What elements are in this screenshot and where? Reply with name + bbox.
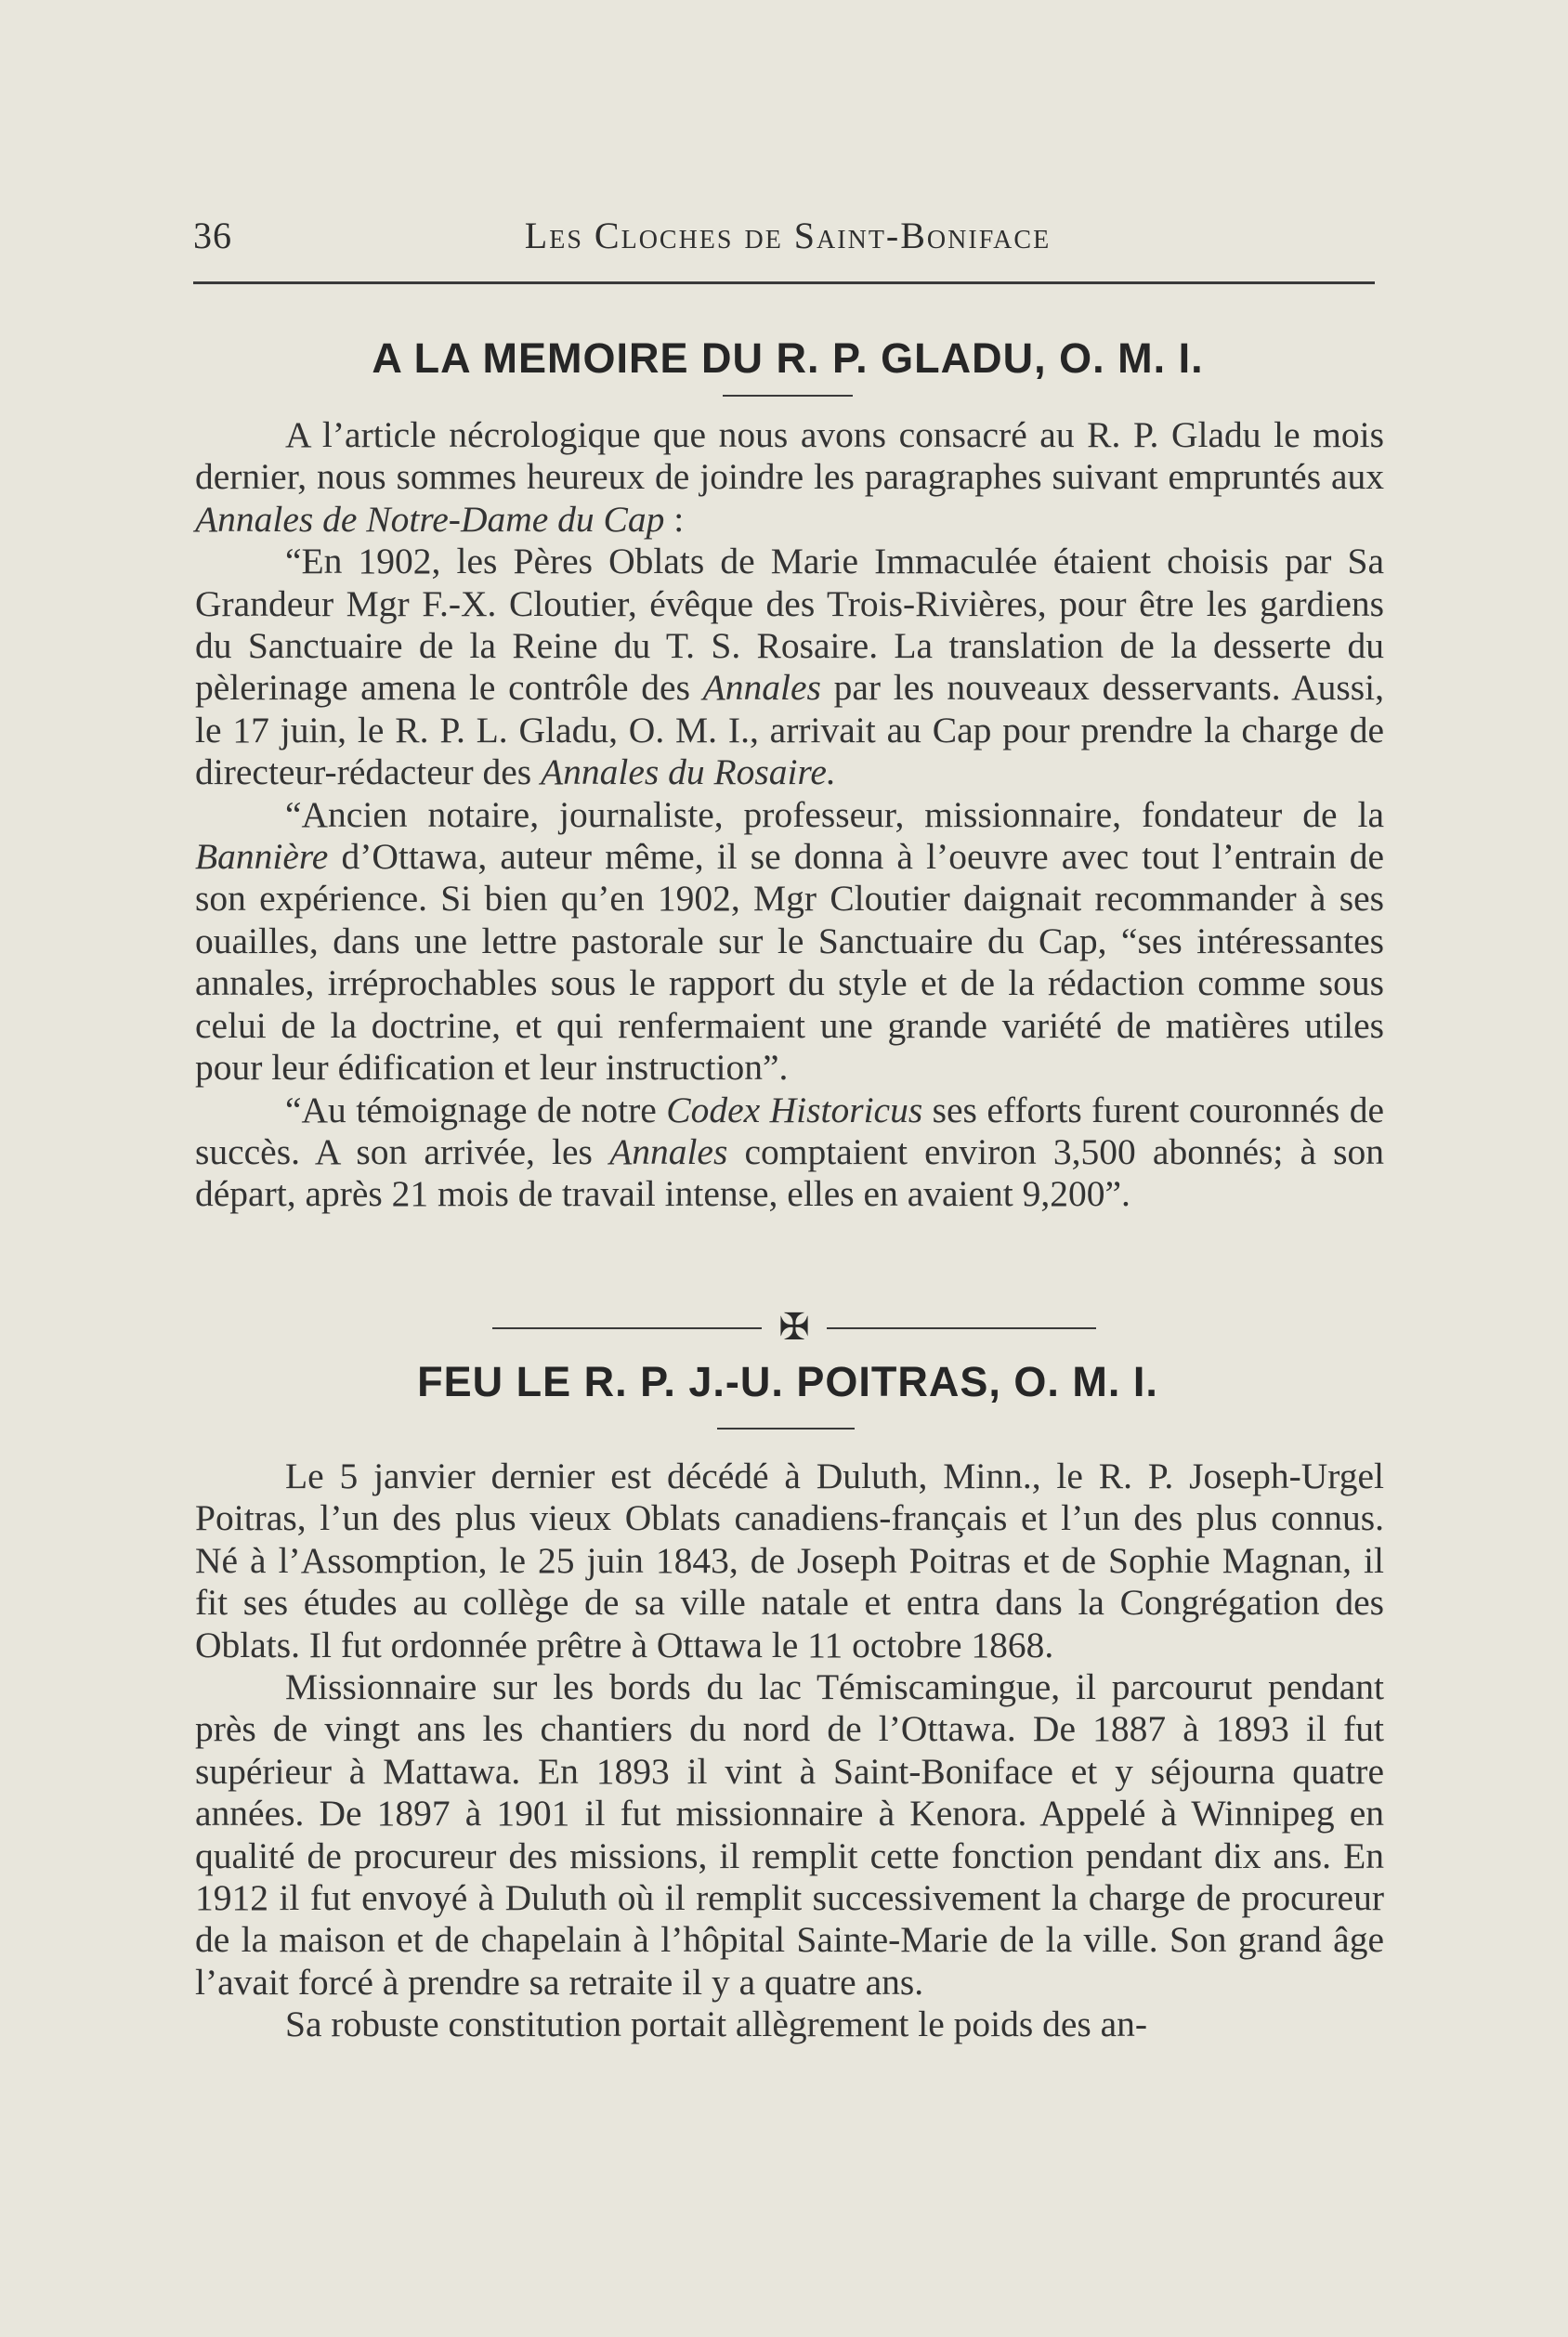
paragraph: Le 5 janvier dernier est décédé à Duluth, Minn., le R. P. Joseph-Urgel Poitras, l’un des plus vieux Oblats canadiens-français et l’un des plus connus. Né à l’Assomption, le 25 juin 1843, de Joseph Poitras et de Sophie Magnan, il fit ses études au collège de sa ville natale et entra dans la Congrégation des Oblats. Il fut ordonnée prêtre à Ottawa le 11 octobre 1868.	[195, 1456, 1384, 1665]
running-title: Les Cloches de Saint-Boniface	[524, 215, 1052, 256]
article-heading-poitras: FEU LE R. P. J.-U. POITRAS, O. M. I.	[417, 1358, 1158, 1405]
divider-line-left	[492, 1327, 762, 1329]
heading-rule	[723, 395, 853, 397]
divider-line-right	[827, 1327, 1096, 1329]
paragraph: “Au témoignage de notre Codex Historicus ses efforts furent couronnés de succès. A son arrivée, les Annales comptaient environ 3,500 abonnés; à son départ, après 21 mois de travail intense, elles en avaient 9,200”.	[195, 1089, 1385, 1215]
article-heading-gladu: A LA MEMOIRE DU R. P. GLADU, O. M. I.	[372, 334, 1204, 382]
header-rule	[193, 281, 1375, 284]
paragraph: Missionnaire sur les bords du lac Témiscamingue, il parcourut pendant près de vingt ans les chantiers du nord de l’Ottawa. De 1887 à 1893 il fut supérieur à Mattawa. En 1893 il vint à Saint-Boniface et y séjourna quatre années. De 1897 à 1901 il fut missionnaire à Kenora. Appelé à Winnipeg en qualité de procureur des missions, il remplit cette fonction pendant dix ans. En 1912 il fut envoyé à Duluth où il remplit successivement la charge de procureur de la maison et de chapelain à l’hôpital Sainte-Marie de la ville. Son grand âge l’avait forcé à prendre sa retraite il y a quatre ans.	[195, 1666, 1384, 2003]
paragraph: “En 1902, les Pères Oblats de Marie Immaculée étaient choisis par Sa Grandeur Mgr F.-X. Cloutier, évêque des Trois-Rivières, pour être les gardiens du Sanctuaire de la Reine du T. S. Rosaire. La translation de la desserte du pèlerinage amena le contrôle des Annales par les nouveaux desservants. Aussi, le 17 juin, le R. P. L. Gladu, O. M. I., arrivait au Cap pour prendre la charge de directeur-rédacteur des Annales du Rosaire.	[195, 541, 1384, 793]
running-head	[193, 206, 1382, 262]
cross-ornament-icon: ✠	[778, 1306, 810, 1348]
paragraph: A l’article nécrologique que nous avons consacré au R. P. Gladu le mois dernier, nous sommes heureux de joindre les paragraphes suivant empruntés aux Annales de Notre-Dame du Cap :	[195, 414, 1384, 540]
article-body-poitras	[195, 1456, 1384, 2046]
section-divider	[492, 1307, 1096, 1348]
paragraph: Sa robuste constitution portait allègrement le poids des an-	[285, 2004, 1148, 2045]
page-number: 36	[193, 215, 232, 256]
paragraph: “Ancien notaire, journaliste, professeur, missionnaire, fondateur de la Bannière d’Ottawa, auteur même, il se donna à l’oeuvre avec tout l’entrain de son expérience. Si bien qu’en 1902, Mgr Cloutier daignait recommander à ses ouailles, dans une lettre pastorale sur le Sanctuaire du Cap, “ses intéressantes annales, irréprochables sous le rapport du style et de la rédaction comme sous celui de la doctrine, et qui renfermaient une grande variété de matières utiles pour leur édification et leur instruction”.	[195, 793, 1384, 1089]
heading-rule	[717, 1428, 855, 1430]
article-body-gladu	[195, 414, 1384, 1216]
